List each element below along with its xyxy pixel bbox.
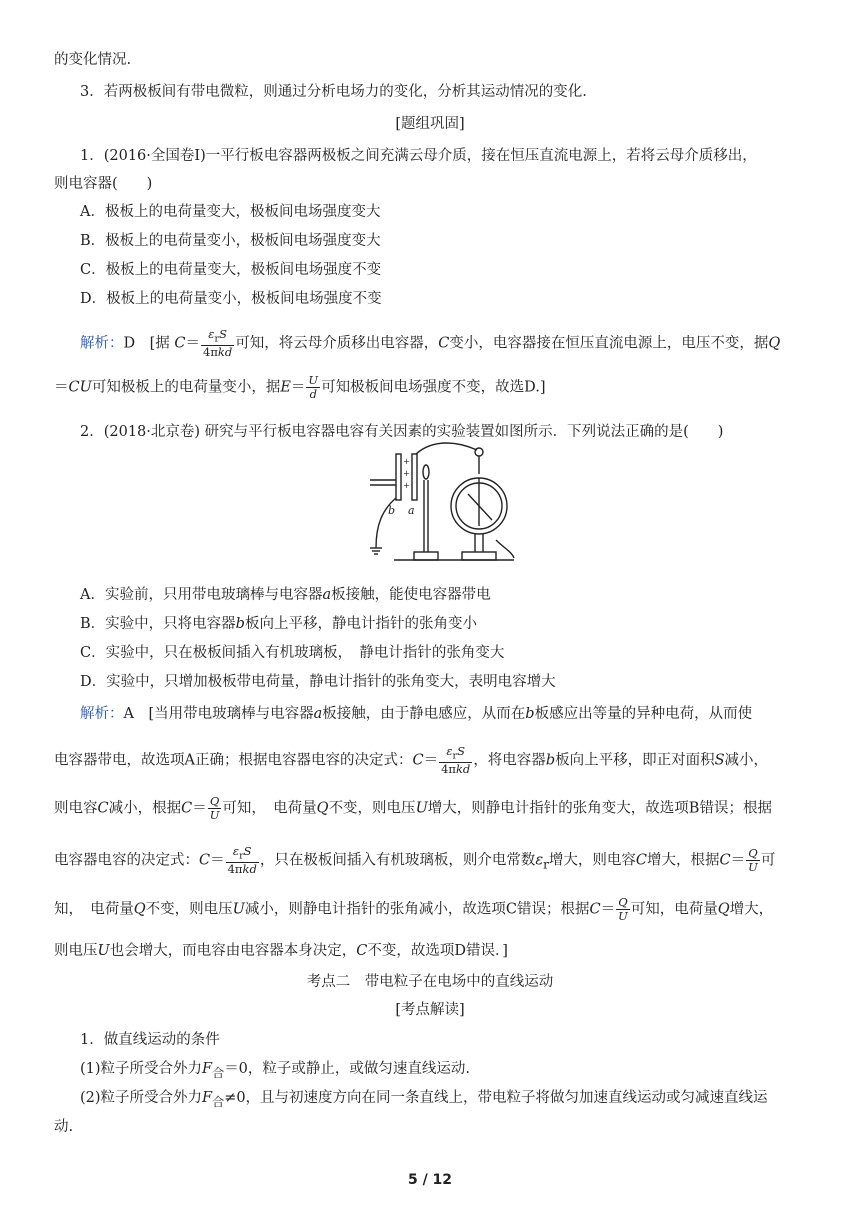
- text-line: 1．做直线运动的条件: [80, 1032, 220, 1048]
- svg-text:+: +: [403, 457, 410, 466]
- formula-fraction: $\frac{\varepsilon_rS}{\text{4πkd}}$: [441, 744, 471, 777]
- svg-text:+: +: [403, 481, 410, 490]
- text-line: 3．若两极板间有带电微粒，则通过分析电场力的变化，分析其运动情况的变化.: [80, 84, 587, 100]
- q2-answer-line2: 电容器带电，故选项A正确；根据电容器电容的决定式：C＝ $\frac{\varepsilon_rS}{\text{4πkd}}$ ，将电容器b板向上平移，即正对面积S减小，: [54, 744, 769, 777]
- q2-answer-line1: 解析：A [当用带电玻璃棒与电容器a板接触，由于静电感应，从而在b板感应出等量的异种电荷，从而使: [80, 706, 753, 722]
- page-number: 5 / 12: [407, 1172, 453, 1188]
- q1-option-c: C．极板上的电荷量变大，极板间电场强度不变: [80, 262, 382, 278]
- q1-stem: 1．(2016·全国卷Ⅰ)一平行板电容器两极板之间充满云母介质，接在恒压直流电源上，若将云母介质移出，: [80, 148, 757, 164]
- q2-answer-line5: 知， 电荷量Q不变，则电压U减小，则静电计指针的张角减小，故选项C错误；根据C＝ $\frac{Q}{U}$ 可知，电荷量Q增大，: [54, 895, 774, 923]
- q1-stem-cont: 则电容器( ): [54, 176, 153, 192]
- group-heading: [题组巩固]: [395, 116, 465, 132]
- answer-label: 解析：: [80, 706, 124, 722]
- text-line: 的变化情况.: [54, 52, 132, 68]
- plate-b-label: b: [388, 504, 396, 517]
- q2-option-d: D．实验中，只增加极板带电荷量，静电计指针的张角变大，表明电容增大: [80, 674, 556, 690]
- answer-label: 解析：: [80, 335, 124, 352]
- text-line: (1)粒子所受合外力$F_合=0$，粒子或静止，或做匀速直线运动.: [80, 1061, 471, 1080]
- q1-answer-line2: ＝CU可知极板上的电荷量变小，据E＝ $\frac{U}{d}$ 可知极板间电场强度不变，故选D.]: [54, 373, 546, 401]
- formula-fraction: $\frac{U}{d}$: [308, 373, 319, 401]
- svg-text:+: +: [403, 469, 410, 478]
- formula-fraction: $\frac{Q}{U}$: [209, 794, 220, 822]
- formula-fraction: $\frac{\varepsilon_rS}{\text{4πkd}}$: [203, 327, 233, 360]
- q1-option-a: A．极板上的电荷量变大，极板间电场强度变大: [80, 204, 381, 220]
- q2-answer-line3: 则电容C减小，根据C＝ $\frac{Q}{U}$ 可知， 电荷量Q不变，则电压U增大，则静电计指针的张角变大，故选项B错误；根据: [54, 794, 772, 822]
- text-line: (2)粒子所受合外力$F_合\ne 0$，且与初速度方向在同一条直线上，带电粒子将做匀加速直线运动或匀减速直线运: [80, 1090, 768, 1109]
- q2-answer-line6: 则电压U也会增大，而电容由电容器本身决定，C不变，故选项D错误．]: [54, 943, 508, 959]
- q2-option-b: B．实验中，只将电容器b板向上平移，静电计指针的张角变小: [80, 616, 477, 632]
- q2-stem: 2．(2018·北京卷) 研究与平行板电容器电容有关因素的实验装置如图所示．下列说法正确的是( ): [80, 424, 724, 440]
- plate-a-label: a: [408, 504, 415, 517]
- formula-fraction: $\frac{Q}{U}$: [618, 895, 628, 923]
- q1-answer-line1: 解析：D [据 C＝ $\frac{\varepsilon_rS}{\text{4πkd}}$ 可知，将云母介质移出电容器，C变小，电容器接在恒压直流电源上，电压不变，据Q: [80, 327, 781, 360]
- q2-answer-line4: 电容器电容的决定式：C＝ $\frac{\varepsilon_rS}{\text{4πkd}}$ ，只在极板间插入有机玻璃板，则介电常数$\varepsilon_r$增大，则电容C增大，根据C＝ $\frac{Q}{U}$ 可: [54, 844, 776, 877]
- sub-heading: [考点解读]: [395, 1002, 465, 1018]
- text-line: 动.: [54, 1119, 74, 1135]
- formula-fraction: $\frac{\varepsilon_rS}{\text{4πkd}}$: [227, 844, 257, 877]
- q2-option-a: A．实验前，只用带电玻璃棒与电容器a板接触，能使电容器带电: [80, 587, 491, 603]
- section-title: 考点二 带电粒子在电场中的直线运动: [306, 974, 554, 990]
- q2-option-c: C．实验中，只在极板间插入有机玻璃板， 静电计指针的张角变大: [80, 645, 505, 661]
- formula-fraction: $\frac{Q}{U}$: [748, 846, 758, 875]
- q1-option-d: D．极板上的电荷量变小，极板间电场强度不变: [80, 291, 382, 307]
- q1-option-b: B．极板上的电荷量变小，极板间电场强度变大: [80, 233, 381, 249]
- capacitor-electroscope-diagram: [364, 440, 518, 568]
